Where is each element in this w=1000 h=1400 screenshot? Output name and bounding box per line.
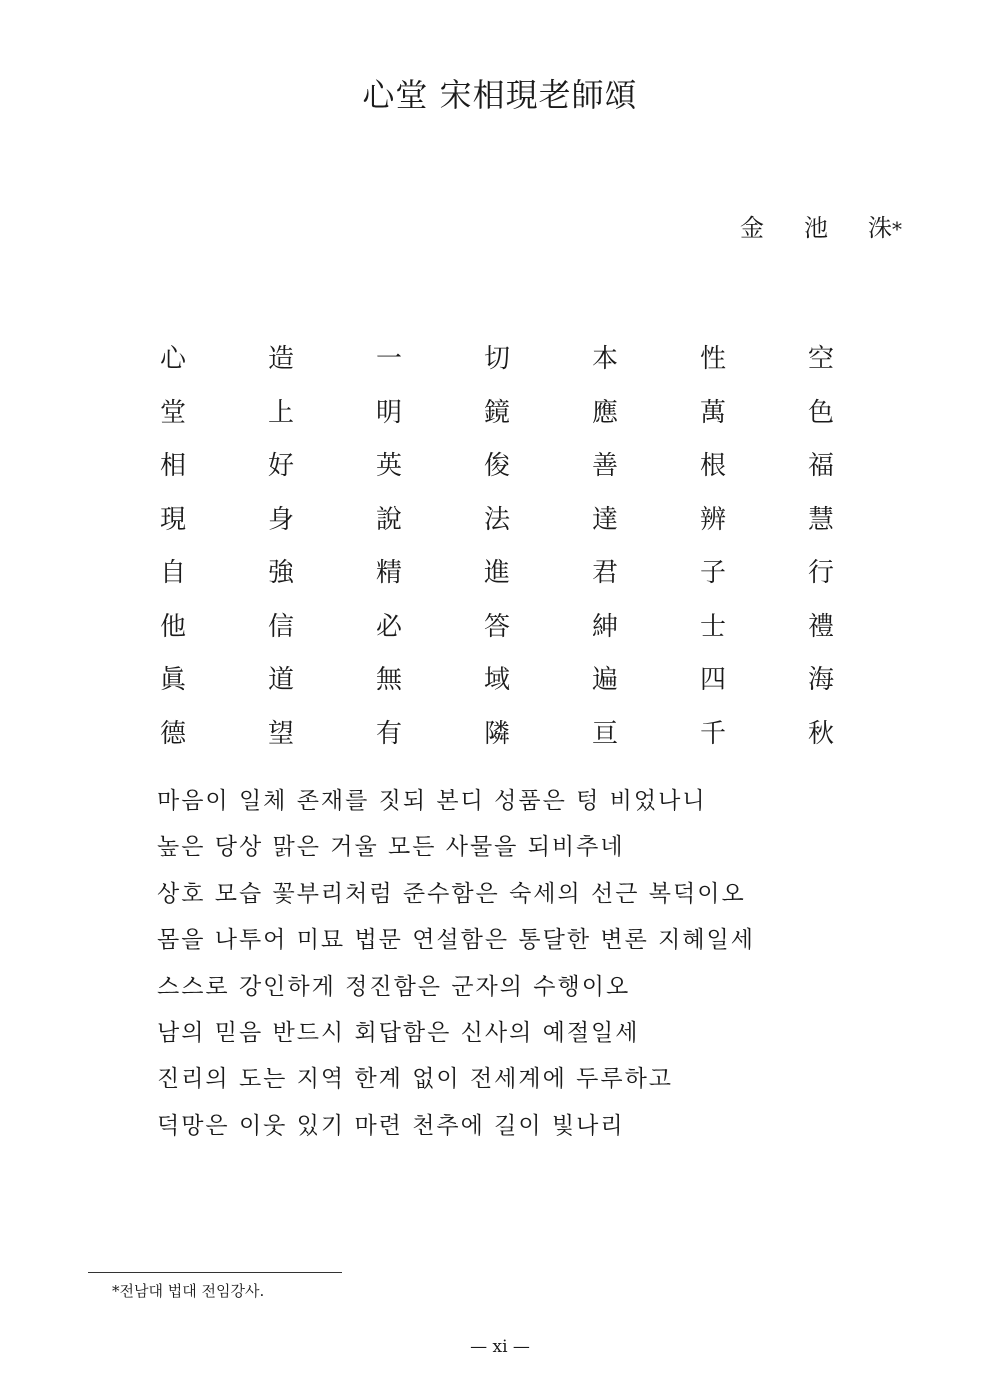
poem-char: 秋 <box>808 718 835 749</box>
translation-line: 덕망은 이웃 있기 마련 천추에 길이 빛나리 <box>157 1112 625 1139</box>
poem-char: 道 <box>268 665 295 696</box>
poem-char: 君 <box>592 558 619 589</box>
poem-char: 自 <box>160 558 187 589</box>
poem-char: 說 <box>376 504 403 535</box>
poem-char: 空 <box>808 344 835 375</box>
korean-translation <box>157 778 857 1149</box>
poem-char: 行 <box>808 558 835 589</box>
poem-char: 信 <box>268 611 295 642</box>
poem-char: 禮 <box>808 611 835 642</box>
poem-char: 辨 <box>700 504 727 535</box>
poem-char: 好 <box>268 451 295 482</box>
poem-char: 善 <box>592 451 619 482</box>
poem-char: 心 <box>160 344 187 375</box>
poem-char: 上 <box>268 397 295 428</box>
translation-line: 스스로 강인하게 정진함은 군자의 수행이오 <box>157 973 631 1000</box>
poem-char: 德 <box>160 718 187 749</box>
poem-char: 遍 <box>592 665 619 696</box>
author-char: 洙 <box>868 214 892 242</box>
poem-char: 無 <box>376 665 403 696</box>
author-char: 池 <box>804 214 828 242</box>
hanja-poem <box>150 330 870 758</box>
poem-line <box>150 544 870 598</box>
page-number: — xi — <box>470 1337 530 1357</box>
poem-char: 明 <box>376 397 403 428</box>
translation-line: 남의 믿음 반드시 회답함은 신사의 예절일세 <box>157 1019 640 1046</box>
poem-char: 福 <box>808 451 835 482</box>
translation-line: 진리의 도는 지역 한계 없이 전세계에 두루하고 <box>157 1066 674 1093</box>
poem-char: 精 <box>376 558 403 589</box>
poem-char: 現 <box>160 504 187 535</box>
translation-line: 상호 모습 꽃부리처럼 준수함은 숙세의 선근 복덕이오 <box>157 880 746 907</box>
poem-char: 性 <box>700 344 727 375</box>
poem-char: 根 <box>700 451 727 482</box>
poem-char: 造 <box>268 344 295 375</box>
poem-char: 一 <box>376 344 403 375</box>
poem-char: 鏡 <box>484 397 511 428</box>
poem-char: 法 <box>484 504 511 535</box>
page-title: 心堂 宋相現老師頌 <box>362 76 638 114</box>
poem-char: 隣 <box>484 718 511 749</box>
poem-char: 有 <box>376 718 403 749</box>
poem-char: 士 <box>700 611 727 642</box>
poem-char: 相 <box>160 451 187 482</box>
poem-char: 萬 <box>700 397 727 428</box>
footnote: *전남대 법대 전임강사. <box>112 1282 265 1300</box>
poem-char: 身 <box>268 504 295 535</box>
author-char: 金 <box>740 214 764 242</box>
poem-char: 慧 <box>808 504 835 535</box>
poem-char: 紳 <box>592 611 619 642</box>
translation-line: 높은 당상 맑은 거울 모든 사물을 되비추네 <box>157 834 625 861</box>
poem-char: 望 <box>268 718 295 749</box>
poem-char: 應 <box>592 397 619 428</box>
poem-char: 子 <box>700 558 727 589</box>
poem-char: 答 <box>484 611 511 642</box>
poem-char: 眞 <box>160 665 187 696</box>
poem-char: 本 <box>592 344 619 375</box>
poem-line <box>150 598 870 652</box>
poem-char: 域 <box>484 665 511 696</box>
poem-char: 堂 <box>160 397 187 428</box>
poem-char: 必 <box>376 611 403 642</box>
poem-char: 色 <box>808 397 835 428</box>
poem-char: 海 <box>808 665 835 696</box>
translation-line: 몸을 나투어 미묘 법문 연설함은 통달한 변론 지혜일세 <box>157 927 755 954</box>
poem-char: 強 <box>268 558 295 589</box>
poem-char: 亘 <box>592 718 619 749</box>
poem-char: 俊 <box>484 451 511 482</box>
poem-line <box>150 491 870 545</box>
poem-char: 切 <box>484 344 511 375</box>
poem-char: 達 <box>592 504 619 535</box>
poem-line <box>150 651 870 705</box>
poem-char: 他 <box>160 611 187 642</box>
poem-char: 千 <box>700 718 727 749</box>
poem-char: 四 <box>700 665 727 696</box>
poem-line <box>150 384 870 438</box>
poem-char: 英 <box>376 451 403 482</box>
poem-line <box>150 705 870 759</box>
poem-line <box>150 330 870 384</box>
author-name <box>740 208 902 243</box>
poem-line <box>150 437 870 491</box>
footnote-divider <box>88 1272 342 1273</box>
poem-char: 進 <box>484 558 511 589</box>
footnote-marker: * <box>892 217 902 241</box>
translation-line: 마음이 일체 존재를 짓되 본디 성품은 텅 비었나니 <box>157 788 707 814</box>
